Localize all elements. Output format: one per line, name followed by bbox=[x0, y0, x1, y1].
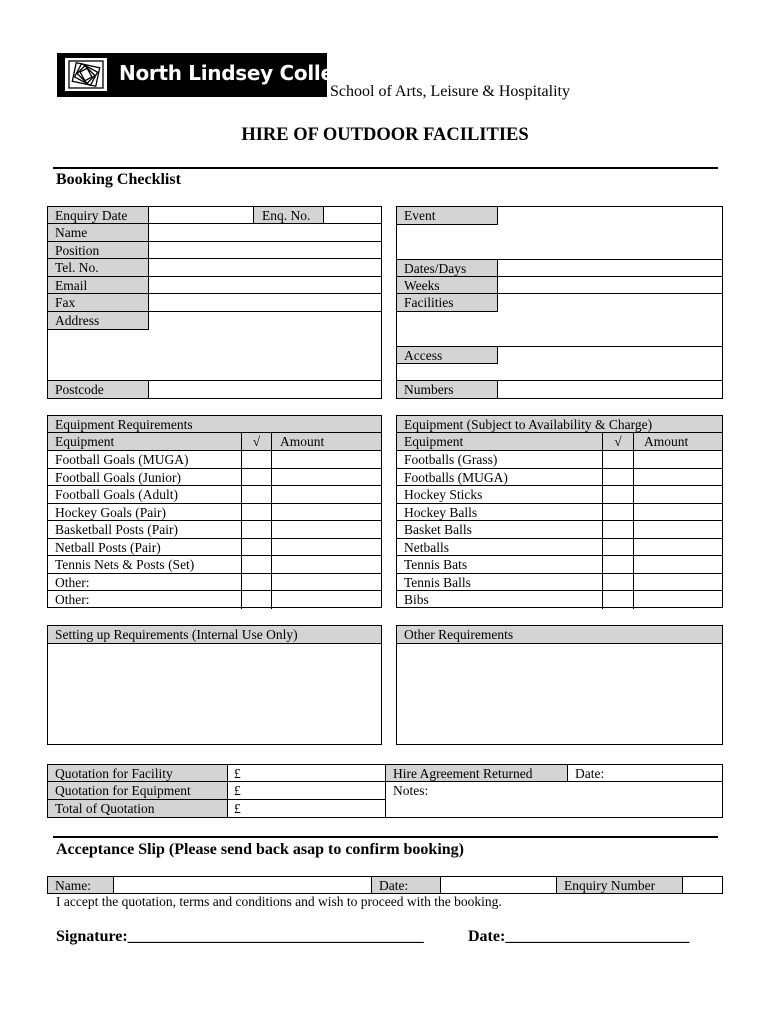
acceptance-name-field[interactable] bbox=[114, 877, 372, 893]
enquiry-number-label: Enquiry Number bbox=[557, 877, 683, 893]
equipment-check-field[interactable] bbox=[603, 556, 634, 574]
equipment-item-label: Hockey Goals (Pair) bbox=[48, 504, 242, 522]
quotation-table bbox=[47, 764, 386, 818]
event-label: Event bbox=[397, 207, 498, 225]
weeks-label: Weeks bbox=[397, 277, 498, 294]
enq-no-field[interactable] bbox=[324, 207, 381, 224]
equipment-amount-field[interactable] bbox=[634, 469, 722, 487]
weeks-field[interactable] bbox=[498, 277, 722, 294]
numbers-field[interactable] bbox=[498, 381, 722, 398]
amount-column-header: Amount bbox=[634, 433, 722, 451]
equipment-item-label: Bibs bbox=[397, 591, 603, 609]
equipment-requirements-table bbox=[47, 415, 382, 608]
enquiry-date-label: Enquiry Date bbox=[48, 207, 149, 224]
quotation-facility-value[interactable]: £ bbox=[228, 765, 385, 782]
equipment-check-field[interactable] bbox=[603, 451, 634, 469]
position-field[interactable] bbox=[149, 242, 381, 259]
numbers-label: Numbers bbox=[397, 381, 498, 398]
event-details-box bbox=[396, 206, 723, 399]
divider bbox=[53, 836, 718, 838]
equipment-amount-field[interactable] bbox=[272, 504, 381, 522]
equipment-check-field[interactable] bbox=[242, 451, 272, 469]
equipment-check-field[interactable] bbox=[603, 591, 634, 609]
tel-label: Tel. No. bbox=[48, 259, 149, 277]
acceptance-statement: I accept the quotation, terms and conditions and wish to proceed with the booking. bbox=[56, 894, 502, 909]
address-label: Address bbox=[48, 312, 149, 330]
equipment-item-label: Hockey Sticks bbox=[397, 486, 603, 504]
college-logo-icon bbox=[65, 58, 107, 91]
amount-column-header: Amount bbox=[272, 433, 381, 451]
equipment-check-field[interactable] bbox=[603, 521, 634, 539]
equipment-item-label: Football Goals (Adult) bbox=[48, 486, 242, 504]
equipment-item-label: Football Goals (Junior) bbox=[48, 469, 242, 487]
equipment-amount-field[interactable] bbox=[634, 521, 722, 539]
equipment-amount-field[interactable] bbox=[272, 469, 381, 487]
hire-agreement-box bbox=[385, 764, 723, 818]
equipment-item-label: Basket Balls bbox=[397, 521, 603, 539]
hire-agreement-returned-label: Hire Agreement Returned bbox=[386, 765, 568, 782]
divider bbox=[53, 167, 718, 169]
acceptance-date-field[interactable] bbox=[441, 877, 557, 893]
signature-line[interactable]: Signature:_____________________________________ bbox=[56, 928, 424, 945]
equipment-check-field[interactable] bbox=[603, 539, 634, 557]
name-label: Name bbox=[48, 224, 149, 242]
setting-up-field[interactable] bbox=[48, 644, 381, 744]
equipment-check-field[interactable] bbox=[242, 556, 272, 574]
position-label: Position bbox=[48, 242, 149, 259]
equipment-item-label: Football Goals (MUGA) bbox=[48, 451, 242, 469]
acceptance-name-label: Name: bbox=[48, 877, 114, 893]
access-label: Access bbox=[397, 347, 498, 364]
hire-agreement-date-field[interactable]: Date: bbox=[568, 765, 722, 782]
check-column-header: √ bbox=[603, 433, 634, 451]
equipment-amount-field[interactable] bbox=[272, 486, 381, 504]
equipment-item-label: Tennis Nets & Posts (Set) bbox=[48, 556, 242, 574]
acceptance-slip-heading: Acceptance Slip (Please send back asap to confirm booking) bbox=[56, 841, 464, 858]
equipment-column-header: Equipment bbox=[48, 433, 242, 451]
signature-date-line[interactable]: Date:_______________________ bbox=[468, 928, 690, 945]
tel-field[interactable] bbox=[149, 259, 381, 277]
equipment-amount-field[interactable] bbox=[272, 591, 381, 609]
equipment-check-field[interactable] bbox=[242, 486, 272, 504]
facilities-label: Facilities bbox=[397, 294, 498, 312]
equipment-amount-field[interactable] bbox=[272, 539, 381, 557]
email-field[interactable] bbox=[149, 277, 381, 294]
equipment-check-field[interactable] bbox=[603, 504, 634, 522]
notes-field[interactable]: Notes: bbox=[393, 783, 429, 798]
equipment-item-label: Tennis Balls bbox=[397, 574, 603, 592]
equipment-amount-field[interactable] bbox=[634, 451, 722, 469]
equipment-amount-field[interactable] bbox=[634, 539, 722, 557]
access-field[interactable] bbox=[397, 364, 722, 381]
dates-days-field[interactable] bbox=[498, 260, 722, 277]
event-field[interactable] bbox=[397, 225, 722, 260]
dates-days-label: Dates/Days bbox=[397, 260, 498, 277]
equipment-check-field[interactable] bbox=[603, 486, 634, 504]
equipment-charge-title: Equipment (Subject to Availability & Charge) bbox=[397, 416, 722, 433]
equipment-check-field[interactable] bbox=[603, 469, 634, 487]
postcode-label: Postcode bbox=[48, 381, 149, 398]
equipment-item-label: Hockey Balls bbox=[397, 504, 603, 522]
equipment-amount-field[interactable] bbox=[272, 521, 381, 539]
equipment-item-label: Other: bbox=[48, 591, 242, 609]
postcode-field[interactable] bbox=[149, 381, 381, 398]
booking-checklist-heading: Booking Checklist bbox=[56, 171, 181, 188]
equipment-check-field[interactable] bbox=[242, 521, 272, 539]
quotation-total-label: Total of Quotation bbox=[48, 800, 228, 817]
equipment-amount-field[interactable] bbox=[634, 556, 722, 574]
email-label: Email bbox=[48, 277, 149, 294]
enquiry-number-field[interactable] bbox=[683, 877, 722, 893]
equipment-charge-table bbox=[396, 415, 723, 608]
equipment-item-label: Netball Posts (Pair) bbox=[48, 539, 242, 557]
equipment-column-header: Equipment bbox=[397, 433, 603, 451]
equipment-item-label: Netballs bbox=[397, 539, 603, 557]
facilities-field[interactable] bbox=[397, 312, 722, 347]
equipment-amount-field[interactable] bbox=[634, 574, 722, 592]
equipment-check-field[interactable] bbox=[603, 574, 634, 592]
address-field[interactable] bbox=[48, 330, 381, 381]
check-column-header: √ bbox=[242, 433, 272, 451]
enquiry-date-field[interactable] bbox=[149, 207, 253, 224]
other-requirements-title: Other Requirements bbox=[397, 626, 722, 644]
equipment-amount-field[interactable] bbox=[272, 451, 381, 469]
equipment-item-label: Footballs (MUGA) bbox=[397, 469, 603, 487]
contact-details-box bbox=[47, 206, 382, 399]
quotation-total-value[interactable]: £ bbox=[234, 801, 241, 816]
name-field[interactable] bbox=[149, 224, 381, 242]
acceptance-date-label: Date: bbox=[372, 877, 441, 893]
quotation-facility-label: Quotation for Facility bbox=[48, 765, 228, 782]
equipment-amount-field[interactable] bbox=[634, 504, 722, 522]
equipment-item-label: Footballs (Grass) bbox=[397, 451, 603, 469]
equipment-amount-field[interactable] bbox=[272, 574, 381, 592]
school-name: School of Arts, Leisure & Hospitality bbox=[330, 83, 570, 100]
setting-up-box bbox=[47, 625, 382, 745]
other-requirements-field[interactable] bbox=[397, 644, 722, 744]
equipment-check-field[interactable] bbox=[242, 591, 272, 609]
fax-field[interactable] bbox=[149, 294, 381, 312]
equipment-amount-field[interactable] bbox=[272, 556, 381, 574]
enquiry-date-label-border bbox=[48, 207, 149, 224]
acceptance-row bbox=[47, 876, 723, 894]
equipment-item-label: Tennis Bats bbox=[397, 556, 603, 574]
other-requirements-box bbox=[396, 625, 723, 745]
college-logo bbox=[57, 53, 362, 97]
logo-text: North Lindsey College bbox=[119, 61, 362, 85]
quotation-equipment-label: Quotation for Equipment bbox=[48, 782, 228, 800]
equipment-item-label: Other: bbox=[48, 574, 242, 592]
quotation-equipment-value[interactable]: £ bbox=[228, 782, 385, 800]
fax-label: Fax bbox=[48, 294, 149, 312]
equipment-check-field[interactable] bbox=[242, 539, 272, 557]
equipment-requirements-title: Equipment Requirements bbox=[48, 416, 381, 433]
equipment-check-field[interactable] bbox=[242, 469, 272, 487]
equipment-check-field[interactable] bbox=[242, 504, 272, 522]
equipment-item-label: Basketball Posts (Pair) bbox=[48, 521, 242, 539]
equipment-amount-field[interactable] bbox=[634, 591, 722, 609]
page-title: HIRE OF OUTDOOR FACILITIES bbox=[241, 125, 529, 145]
setting-up-title: Setting up Requirements (Internal Use Only) bbox=[48, 626, 381, 644]
equipment-check-field[interactable] bbox=[242, 574, 272, 592]
enq-no-label: Enq. No. bbox=[253, 207, 324, 224]
equipment-amount-field[interactable] bbox=[634, 486, 722, 504]
